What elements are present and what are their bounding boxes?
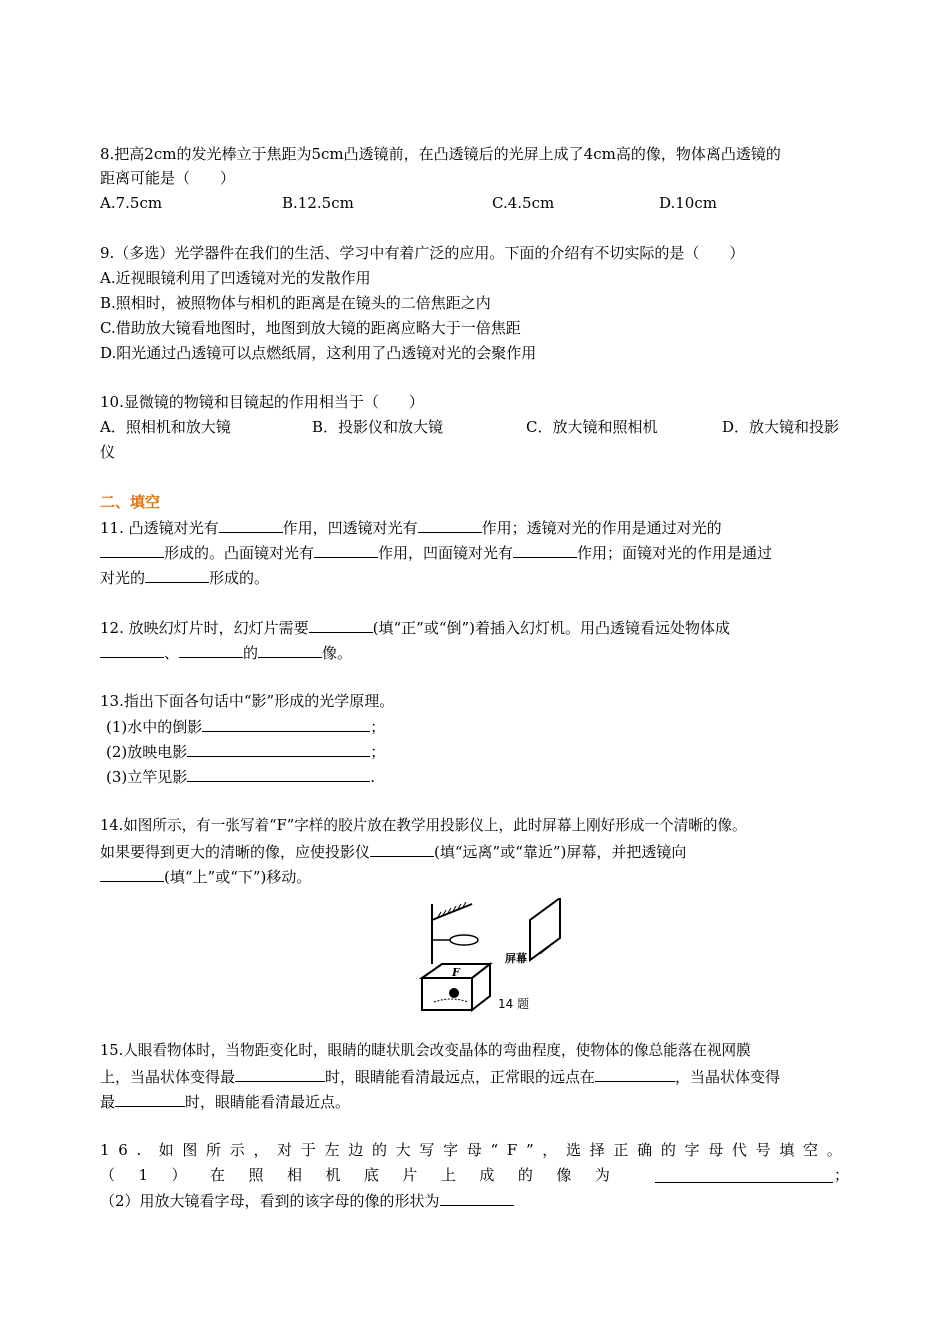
q15-blank-3[interactable]	[115, 1090, 185, 1107]
q16-stem-char: 的	[660, 1141, 676, 1159]
q13-blank-1[interactable]	[202, 715, 370, 732]
q16-stem-char: 号	[755, 1141, 771, 1159]
q11-text-2: 作用，凹透镜对光有	[282, 519, 418, 537]
q12-blank-2[interactable]	[100, 641, 164, 658]
q16-item-1-char: （	[100, 1166, 116, 1184]
q16-stem-char: “	[490, 1141, 499, 1159]
q15-text-5: 时，眼睛能看清最近点。	[185, 1093, 351, 1111]
q16-stem-char: 边	[348, 1141, 364, 1159]
q11-line2	[100, 541, 772, 564]
q16-stem-char: 示	[229, 1141, 245, 1159]
q11-text-1: 11. 凸透镜对光有	[100, 519, 219, 537]
q13-item-3	[106, 765, 375, 788]
q11-line3	[100, 566, 269, 589]
q16-stem-char: 写	[419, 1141, 435, 1159]
q16-line3	[100, 1189, 514, 1212]
q12-blank-1[interactable]	[309, 616, 373, 633]
q11-blank-3[interactable]	[100, 541, 164, 558]
q11-text-4: 形成的。凸面镜对光有	[164, 544, 315, 562]
q16-item-1-char: 像	[556, 1166, 572, 1184]
q10-option-a: A．照相机和放大镜	[100, 418, 231, 436]
q15-line2	[100, 1065, 780, 1088]
q16-item-1-char: 相	[286, 1166, 302, 1184]
q13-blank-2[interactable]	[187, 740, 370, 757]
q16-blank-2[interactable]	[440, 1189, 514, 1206]
mirror-hatching	[438, 902, 466, 917]
q16-stem-char: 字	[684, 1141, 700, 1159]
q13-item-2-end: ；	[370, 743, 386, 761]
q15-text-3: ，当晶状体变得	[675, 1068, 781, 1086]
figure-caption: 14 题	[498, 997, 530, 1011]
q14-blank-2[interactable]	[100, 865, 164, 882]
q12-text-5: 像。	[322, 644, 353, 662]
q11-blank-4[interactable]	[314, 541, 378, 558]
q16-item-1-char: 底	[363, 1166, 379, 1184]
q16-stem-char: ，	[253, 1141, 269, 1159]
q14-blank-1[interactable]	[370, 840, 434, 857]
q12-text-1: 12. 放映幻灯片时，幻灯片需要	[100, 619, 309, 637]
q16-item-2-label: （2）用放大镜看字母，看到的该字母的像的形状为	[100, 1192, 440, 1210]
q16-stem-char: 字	[443, 1141, 459, 1159]
q13-item-1-label: (1)水中的倒影	[106, 718, 203, 736]
q9-option-a: A.近视眼镜利用了凹透镜对光的发散作用	[100, 269, 371, 287]
q13-item-3-label: (3)立竿见影	[106, 768, 188, 786]
projector-lens	[450, 935, 478, 945]
q16-item-1-char: 照	[248, 1166, 264, 1184]
q8-stem-line1: 8.把高2cm的发光棒立于焦距为5cm凸透镜前，在凸透镜后的光屏上成了4cm高的像，物体离凸透镜的	[100, 145, 781, 163]
q12-text-2: (填“正”或“倒”)着插入幻灯机。用凸透镜看远处物体成	[372, 619, 731, 637]
q13-item-3-end: .	[370, 768, 376, 786]
q10-option-b: B．投影仪和放大镜	[312, 418, 444, 436]
q14-line2	[100, 840, 686, 863]
q16-stem-char: 对	[277, 1141, 293, 1159]
q16-stem-char: 如	[158, 1141, 174, 1159]
q10-option-c: C．放大镜和照相机	[526, 418, 658, 436]
q16-stem-char: ”	[525, 1141, 534, 1159]
screen-label: 屏幕	[505, 952, 527, 965]
q16-blank-1[interactable]	[655, 1166, 833, 1183]
projector-box-side	[472, 964, 490, 1010]
q16-stem-char: 填	[779, 1141, 795, 1159]
q13-stem: 13.指出下面各句话中“影”形成的光学原理。	[100, 692, 395, 710]
q9-option-b: B.照相时，被照物体与相机的距离是在镜头的二倍焦距之内	[100, 294, 491, 312]
q12-blank-3[interactable]	[179, 641, 243, 658]
q16-stem-char: 的	[371, 1141, 387, 1159]
q16-stem-char: 选	[566, 1141, 582, 1159]
q8-option-c: C.4.5cm	[492, 194, 555, 212]
q16-item-1-char: 片	[402, 1166, 418, 1184]
q12-text-4: 的	[243, 644, 259, 662]
projector-figure	[412, 898, 562, 1014]
q9-option-c: C.借助放大镜看地图时，地图到放大镜的距离应略大于一倍焦距	[100, 319, 521, 337]
q16-stem-char: 于	[300, 1141, 316, 1159]
q12-line2	[100, 641, 352, 664]
q11-blank-5[interactable]	[513, 541, 577, 558]
projector-mirror	[432, 904, 472, 920]
q16-stem-char: 图	[182, 1141, 198, 1159]
q16-item-1-char: 的	[517, 1166, 533, 1184]
q12-blank-4[interactable]	[258, 641, 322, 658]
q16-stem-char: 6	[118, 1141, 128, 1159]
q11-text-5: 作用，凹面镜对光有	[378, 544, 514, 562]
q15-text-4: 最	[100, 1093, 116, 1111]
q16-stem-char: F	[506, 1141, 518, 1159]
q14-text-1: 如果要得到更大的清晰的像，应使投影仪	[100, 843, 371, 861]
q13-blank-3[interactable]	[187, 765, 370, 782]
q12-line1	[100, 616, 730, 639]
q12-text-3: 、	[164, 644, 180, 662]
q10-option-d-continued: 仪	[100, 443, 116, 461]
q14-line1: 14.如图所示，有一张写着“F”字样的胶片放在教学用投影仪上，此时屏幕上刚好形成一个清晰的像。	[100, 817, 747, 834]
q16-stem-char: 确	[637, 1141, 653, 1159]
q15-blank-1[interactable]	[235, 1065, 325, 1082]
q15-text-2: 时，眼睛能看清最远点，正常眼的远点在	[325, 1068, 596, 1086]
q9-stem: 9.（多选）光学器件在我们的生活、学习中有着广泛的应用。下面的介绍有不切实际的是（ ）	[100, 244, 745, 262]
q11-line1	[100, 516, 722, 539]
q16-item-1-char: 成	[479, 1166, 495, 1184]
q16-stem	[100, 1139, 842, 1161]
projector-screen	[530, 898, 560, 960]
q11-text-7: 对光的	[100, 569, 146, 587]
q13-item-1-end: ；	[370, 718, 386, 736]
q14-text-2: (填“远离”或“靠近”)屏幕，并把透镜向	[434, 843, 687, 861]
q16-stem-char: 母	[466, 1141, 482, 1159]
q13-item-2	[106, 740, 385, 763]
q16-item-1-char: 1	[138, 1166, 149, 1184]
q16-stem-char: 正	[613, 1141, 629, 1159]
q16-stem-char: 1	[100, 1141, 110, 1159]
film-letter: F	[452, 966, 460, 979]
q16-item-1-char: 机	[325, 1166, 341, 1184]
q16-item-1-char: 上	[440, 1166, 456, 1184]
q16-stem-char: 。	[826, 1141, 842, 1159]
q16-stem-char: .	[136, 1141, 142, 1159]
q11-blank-1[interactable]	[219, 516, 283, 533]
q10-stem: 10.显微镜的物镜和目镜起的作用相当于（ ）	[100, 393, 424, 411]
q15-text-1: 上，当晶状体变得最	[100, 1068, 236, 1086]
q11-text-6: 作用；面镜对光的作用是通过	[577, 544, 773, 562]
q8-stem-line2: 距离可能是（ ）	[100, 169, 236, 187]
q16-item-1-end: ；	[834, 1166, 850, 1184]
q11-text-3: 作用；透镜对光的作用是通过对光的	[481, 519, 722, 537]
section-heading-fill-in: 二、填空	[100, 493, 161, 511]
q14-line3	[100, 865, 311, 888]
q16-stem-char: ，	[542, 1141, 558, 1159]
q15-line3	[100, 1090, 350, 1113]
q14-text-3: (填“上”或“下”)移动。	[164, 868, 312, 886]
q16-item-1-char: 为	[594, 1166, 610, 1184]
projector-box-front	[422, 978, 472, 1010]
q16-stem-char: 所	[206, 1141, 222, 1159]
q16-stem-char: 择	[589, 1141, 605, 1159]
q16-stem-char: 代	[731, 1141, 747, 1159]
q16-stem-char: 大	[395, 1141, 411, 1159]
q16-item-1-char: 在	[209, 1166, 225, 1184]
q16-line1	[100, 1139, 842, 1161]
q15-line1: 15.人眼看物体时，当物距变化时，眼睛的睫状肌会改变晶体的弯曲程度，使物体的像总能落在视网膜	[100, 1042, 751, 1059]
q16-item-1-label	[100, 1164, 610, 1186]
q13-item-1	[106, 715, 385, 738]
q9-option-d: D.阳光通过凸透镜可以点燃纸屑，这利用了凸透镜对光的会聚作用	[100, 344, 537, 362]
q11-blank-6[interactable]	[145, 566, 209, 583]
q8-option-a: A.7.5cm	[100, 194, 163, 212]
q11-text-8: 形成的。	[209, 569, 270, 587]
q16-stem-char: 左	[324, 1141, 340, 1159]
q8-option-d: D.10cm	[659, 194, 717, 212]
q8-option-b: B.12.5cm	[282, 194, 354, 212]
q16-stem-char: 母	[708, 1141, 724, 1159]
projector-knob	[449, 988, 459, 998]
q11-blank-2[interactable]	[418, 516, 482, 533]
q15-blank-2[interactable]	[595, 1065, 675, 1082]
q16-line2	[100, 1164, 850, 1186]
projector-scale	[434, 999, 468, 1002]
screen-label-pointer	[540, 946, 550, 954]
q13-item-2-label: (2)放映电影	[106, 743, 188, 761]
q16-stem-char: 空	[803, 1141, 819, 1159]
q10-option-d: D．放大镜和投影	[722, 418, 840, 436]
q16-item-1-char: ）	[171, 1166, 187, 1184]
